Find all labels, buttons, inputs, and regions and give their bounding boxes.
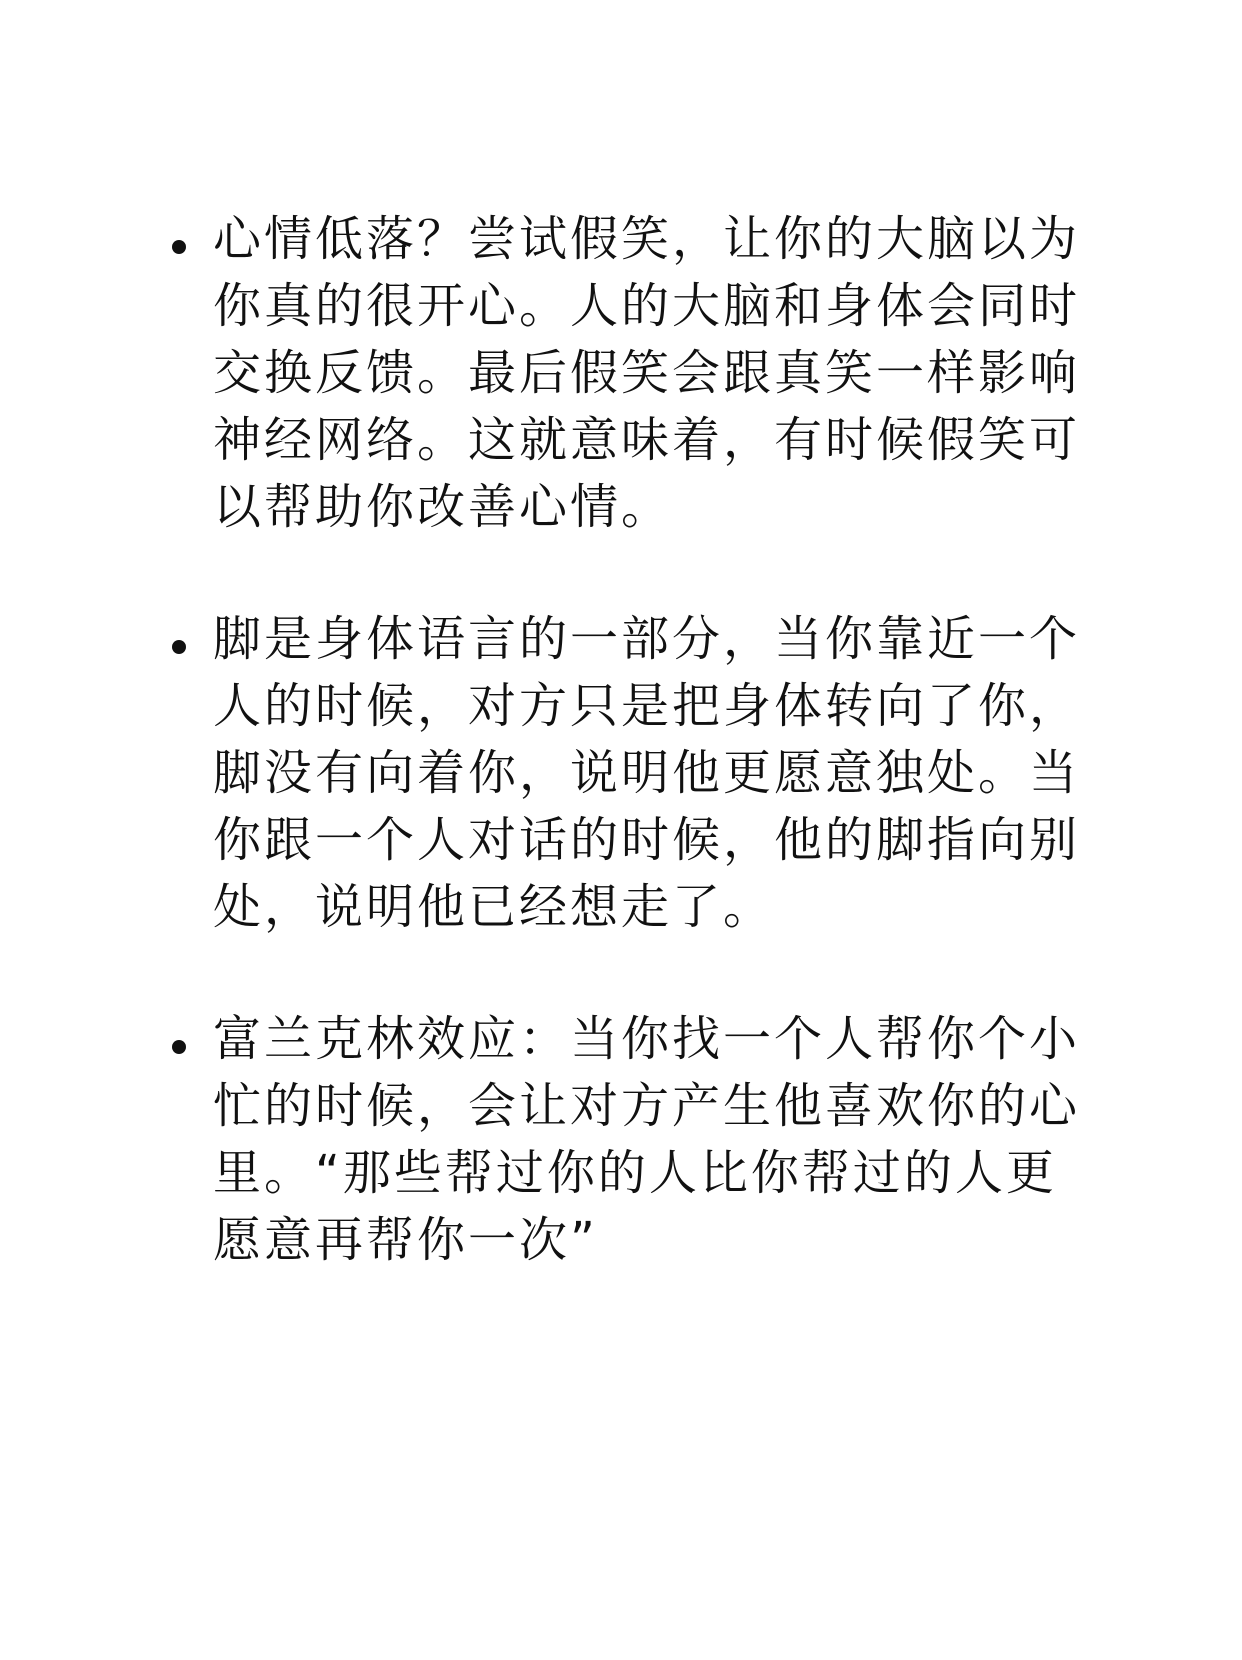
bullet-text-line: 人的时候，对方只是把身体转向了你， (213, 678, 1081, 734)
bullet-dot (172, 240, 186, 254)
bullet-dot (172, 640, 186, 654)
bullet-text-line: 心情低落？尝试假笑，让你的大脑以为 (213, 211, 1081, 267)
bullet-text-line: 富兰克林效应：当你找一个人帮你个小 (213, 1011, 1081, 1067)
bullet-text-line: 神经网络。这就意味着，有时候假笑可 (213, 412, 1081, 468)
bullet-text-line: 你真的很开心。人的大脑和身体会同时 (213, 278, 1081, 334)
bullet-dot (172, 1040, 186, 1054)
bullet-text-line: 你跟一个人对话的时候，他的脚指向别 (213, 812, 1081, 868)
bullet-text-line: 以帮助你改善心情。 (213, 479, 673, 535)
bullet-text-line: 愿意再帮你一次” (213, 1212, 598, 1268)
bullet-text-line: 脚没有向着你，说明他更愿意独处。当 (213, 745, 1081, 801)
bullet-text-line: 脚是身体语言的一部分，当你靠近一个 (213, 611, 1081, 667)
bullet-text-line: 交换反馈。最后假笑会跟真笑一样影响 (213, 345, 1081, 401)
bullet-text-line: 处，说明他已经想走了。 (213, 879, 775, 935)
bullet-text-line: 里。“那些帮过你的人比你帮过的人更 (213, 1145, 1057, 1201)
bullet-text-line: 忙的时候，会让对方产生他喜欢你的心 (213, 1078, 1081, 1134)
